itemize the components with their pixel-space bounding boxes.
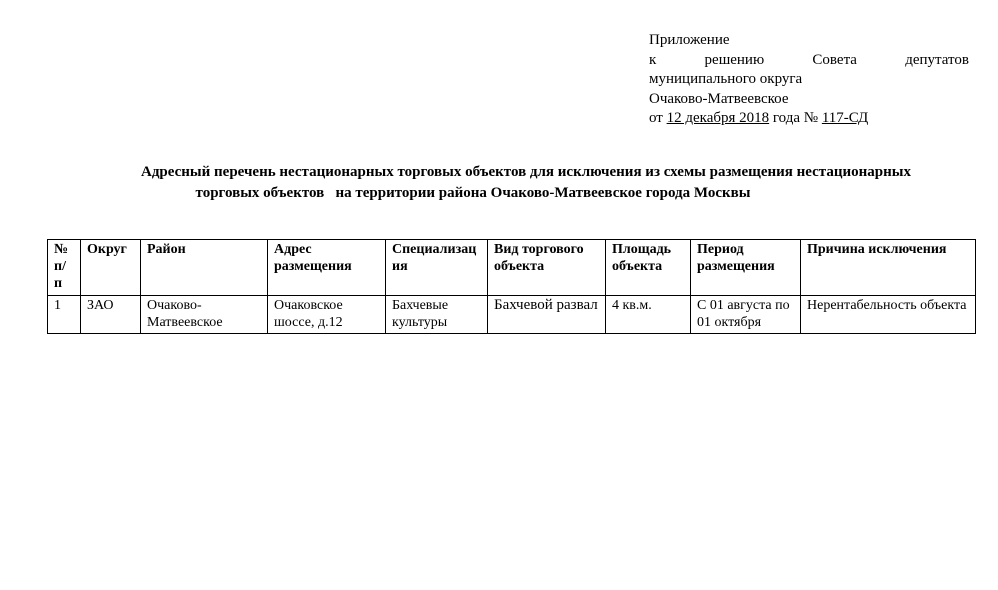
header-period: Период размещения [691,240,801,296]
table-row [48,296,976,334]
cell-number: 1 [48,296,81,334]
header-reason: Причина исключения [801,240,976,296]
cell-specialization: Бахчевые культуры [386,296,488,334]
appendix-line-5 [649,109,969,129]
cell-area: Очаково-Матвеевское [141,296,268,334]
header-object-type: Вид торгового объекта [488,240,606,296]
document-title [40,162,998,204]
header-specialization: Специализация [386,240,488,296]
header-district: Округ [81,240,141,296]
header-address: Адрес размещения [268,240,386,296]
appendix-line-1: Приложение [649,32,730,48]
header-area: Район [141,240,268,296]
appendix-date: 12 декабря 2018 [666,110,770,126]
appendix-from: от [649,110,663,126]
appendix-decision-number: 117-СД [821,110,869,126]
appendix-line-4: Очаково-Матвеевское [649,90,789,107]
objects-table [47,239,976,334]
cell-object-type: Бахчевой развал [488,296,606,334]
cell-district: ЗАО [81,296,141,334]
appendix-word: Совета [812,51,857,68]
appendix-word: к [649,51,657,68]
appendix-line-2 [649,51,969,71]
title-line-1: Адресный перечень нестационарных торговых объектов для исключения из схемы размещения нестационарных [141,164,911,180]
appendix-year-no: года № [772,110,819,126]
cell-area-size: 4 кв.м. [606,296,691,334]
appendix-line-3: муниципального округа [649,71,803,87]
title-line-2: торговых объектов на территории района Очаково-Матвеевское города Москвы [195,185,751,201]
table-header-row [48,240,976,296]
appendix-word: депутатов [905,51,969,68]
cell-reason: Нерентабельность объекта [801,296,976,334]
cell-period: С 01 августа по 01 октября [691,296,801,334]
cell-address: Очаковское шоссе, д.12 [268,296,386,334]
appendix-block [649,31,969,129]
appendix-word: решению [704,51,765,68]
header-area-size: Площадь объекта [606,240,691,296]
header-number: № п/п [48,240,81,296]
